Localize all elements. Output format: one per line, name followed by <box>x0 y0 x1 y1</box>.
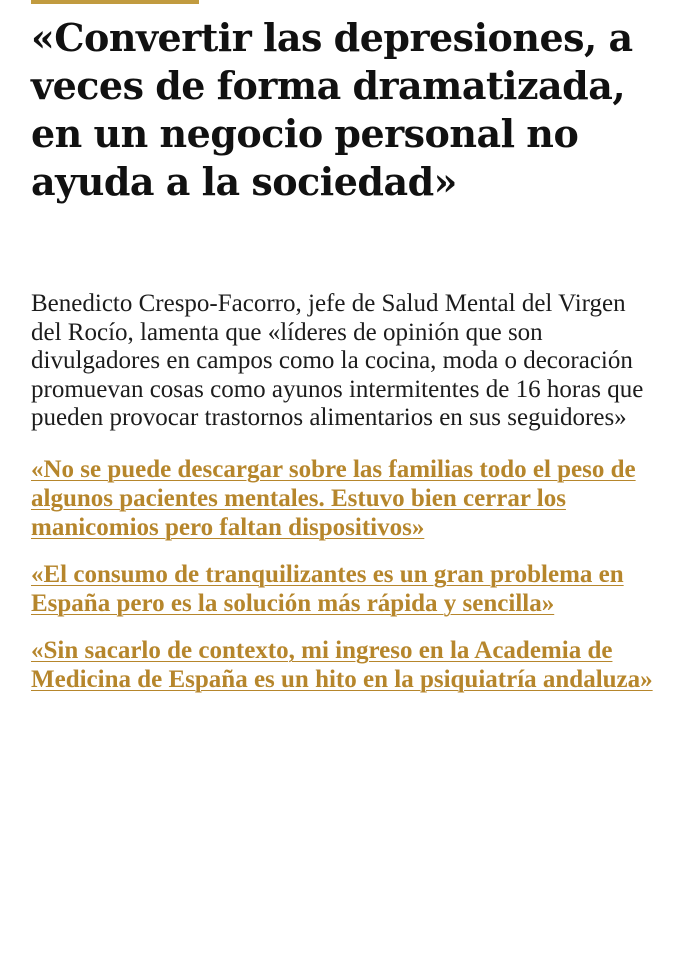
article-headline: «Convertir las depresiones, a veces de forma dramatizada, en un negocio personal no ayuda a la sociedad» <box>31 15 633 204</box>
article-lead: Benedicto Crespo-Facorro, jefe de Salud Mental del Virgen del Rocío, lamenta que «líderes de opinión que son divulgadores en campos como la cocina, moda o decoración promuevan cosas como ayunos intermitentes de 16 horas que pueden provocar trastornos alimentarios en sus seguidores» <box>31 290 644 431</box>
related-article-link[interactable]: «El consumo de tranquilizantes es un gran problema en España pero es la solución más rápida y sencilla» <box>31 560 624 617</box>
related-article-item <box>31 560 658 618</box>
related-article-link[interactable]: «No se puede descargar sobre las familias todo el peso de algunos pacientes mentales. Estuvo bien cerrar los manicomios pero faltan dispositivos» <box>31 455 636 541</box>
related-article-item <box>31 636 658 694</box>
section-accent-bar <box>31 0 199 4</box>
related-articles-list <box>31 455 658 694</box>
related-article-link[interactable]: «Sin sacarlo de contexto, mi ingreso en la Academia de Medicina de España es un hito en la psiquiatría andaluza» <box>31 636 653 693</box>
related-article-item <box>31 455 658 542</box>
